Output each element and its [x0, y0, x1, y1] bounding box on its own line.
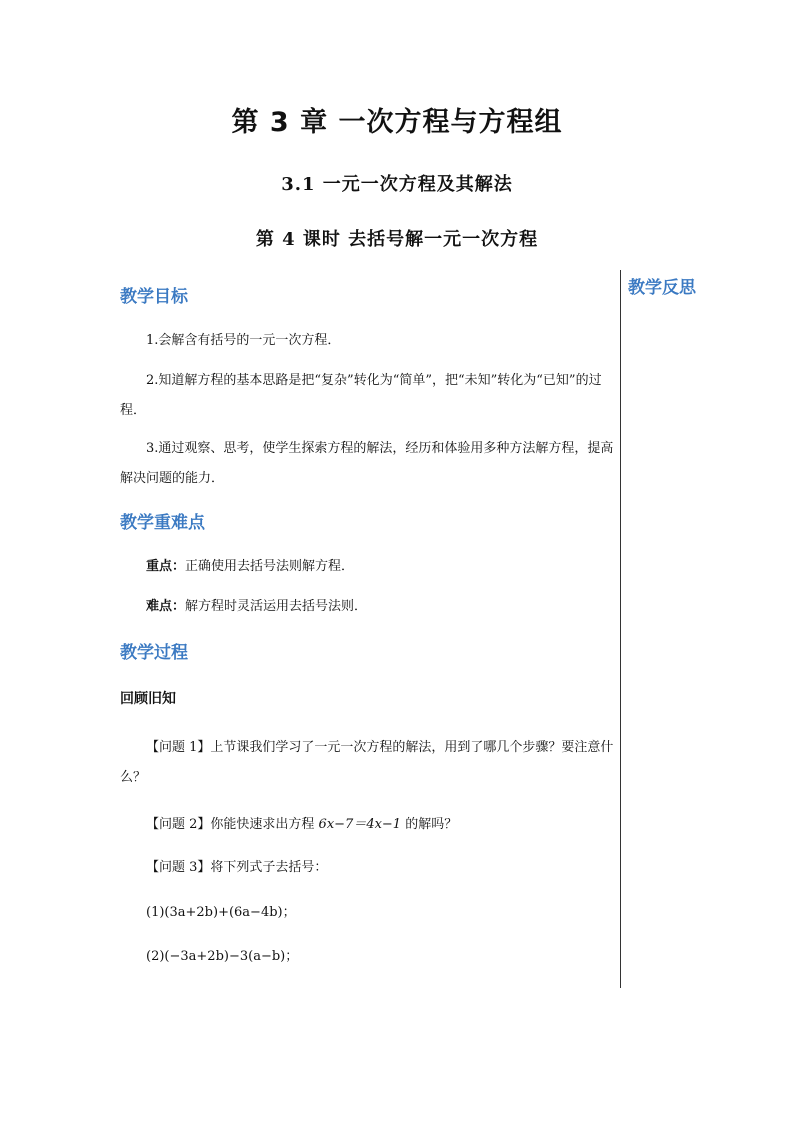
expression-1: (1)(3a+2b)+(6a−4b)；	[146, 905, 296, 920]
section-title: 3.1 一元一次方程及其解法	[281, 174, 513, 195]
difficult-point-label: 难点：	[146, 599, 186, 614]
expression-2: (2)(−3a+2b)−3(a−b)；	[146, 949, 299, 964]
question-1: 【问题 1】上节课我们学习了一元一次方程的解法，用到了哪几个步骤？要注意什么？	[120, 740, 614, 785]
objective-item-1: 1.会解含有括号的一元一次方程．	[146, 333, 341, 348]
objective-item-3: 3.通过观察、思考，使学生探索方程的解法，经历和体验用多种方法解方程，提高解决问题的能力．	[120, 441, 614, 486]
key-point-text: 正确使用去括号法则解方程．	[185, 559, 355, 574]
question-2-suffix: 的解吗？	[401, 817, 458, 832]
objective-item-2: 2.知道解方程的基本思路是把“复杂”转化为“简单”，把“未知”转化为“已知”的过程．	[120, 373, 602, 418]
key-points-heading: 教学重难点	[120, 513, 205, 533]
question-2	[120, 810, 615, 840]
question-2-prefix: 【问题 2】你能快速求出方程	[146, 817, 319, 832]
question-3: 【问题 3】将下列式子去括号：	[146, 860, 328, 875]
process-heading: 教学过程	[120, 643, 188, 663]
question-2-equation: 6x−7＝4x−1	[318, 817, 402, 832]
lesson-title: 第 4 课时 去括号解一元一次方程	[255, 229, 539, 250]
objectives-heading: 教学目标	[120, 287, 188, 307]
review-subheading: 回顾旧知	[120, 691, 176, 707]
chapter-title: 第 3 章 一次方程与方程组	[231, 107, 563, 138]
key-point-label: 重点：	[146, 559, 186, 574]
difficult-point	[120, 592, 615, 622]
key-point	[120, 552, 615, 582]
reflection-header: 教学反思	[628, 278, 696, 298]
reflection-divider	[620, 270, 621, 988]
difficult-point-text: 解方程时灵活运用去括号法则．	[185, 599, 368, 614]
